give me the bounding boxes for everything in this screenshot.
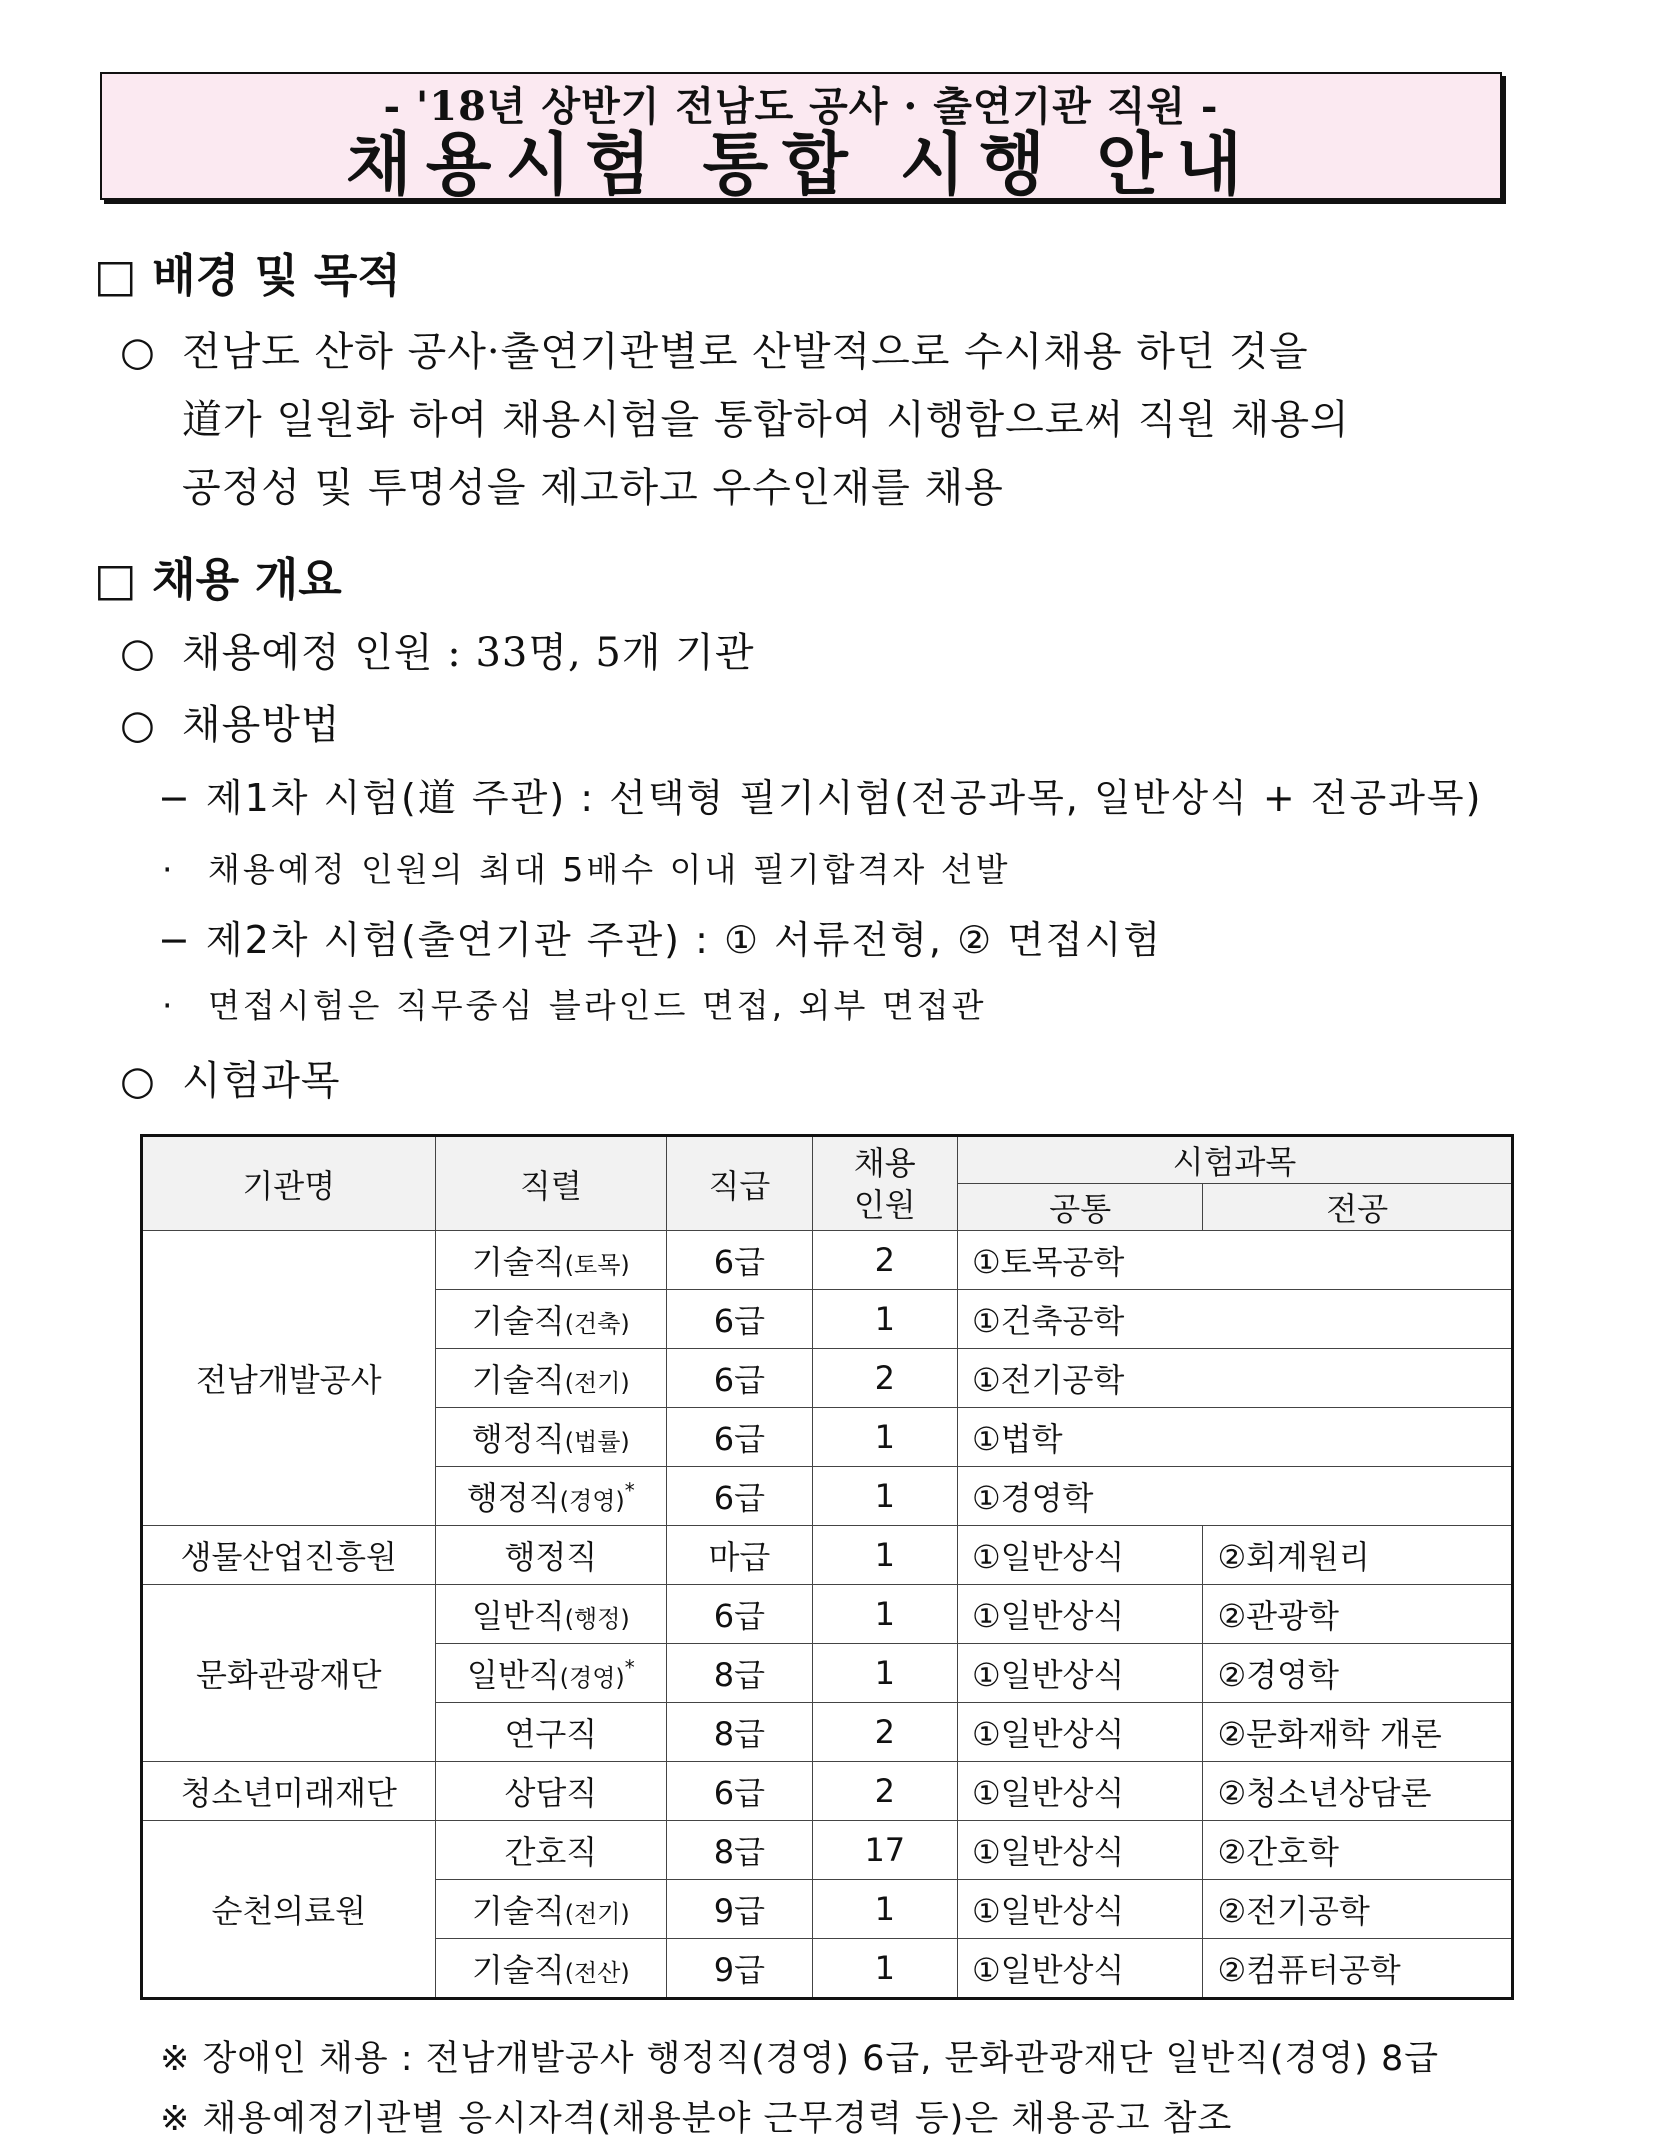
cell-grade: 6급 (667, 1585, 812, 1644)
cell-common: ①일반상식 (957, 1880, 1202, 1939)
cell-series (435, 1939, 667, 1999)
exam-subjects-table (140, 1134, 1514, 2000)
cell-major: ②관광학 (1203, 1585, 1513, 1644)
cell-major: ②경영학 (1203, 1644, 1513, 1703)
cell-major: ②전기공학 (1203, 1880, 1513, 1939)
cell-count: 1 (812, 1585, 957, 1644)
step1-note (162, 846, 1011, 894)
cell-major (1203, 1290, 1513, 1349)
series-name: 간호직 (504, 1833, 598, 1871)
note-eligibility: ※ 채용예정기관별 응시자격(채용분야 근무경력 등)은 채용공고 참조 (160, 2099, 1233, 2139)
title-box (100, 72, 1502, 205)
dot-bullet: · (162, 850, 176, 889)
series-spec: (전기) (564, 1369, 630, 1397)
series-spec: (경영) (559, 1664, 625, 1692)
header-subjects: 시험과목 (957, 1136, 1512, 1184)
cell-grade: 8급 (667, 1703, 812, 1762)
cell-common: ①경영학 (957, 1467, 1202, 1526)
cell-major (1203, 1467, 1513, 1526)
step1-note-text: 채용예정 인원의 최대 5배수 이내 필기합격자 선발 (208, 850, 1011, 889)
header-common: 공통 (957, 1184, 1202, 1231)
series-spec: (행정) (564, 1605, 630, 1633)
circle-bullet: ○ (120, 1058, 156, 1104)
subjects-line (120, 1054, 1520, 1108)
cell-org: 순천의료원 (142, 1821, 436, 1999)
dot-bullet: · (162, 986, 176, 1025)
cell-common: ①전기공학 (957, 1349, 1202, 1408)
series-spec: (경영) (559, 1487, 625, 1515)
cell-grade: 6급 (667, 1467, 812, 1526)
cell-common: ①건축공학 (957, 1290, 1202, 1349)
note-disabled-hiring: ※ 장애인 채용 : 전남개발공사 행정직(경영) 6급, 문화관광재단 일반직(경영) 8급 (160, 2039, 1440, 2079)
cell-count: 2 (812, 1703, 957, 1762)
circle-bullet: ○ (120, 702, 156, 748)
series-star: * (624, 1478, 635, 1503)
cell-org: 문화관광재단 (142, 1585, 436, 1762)
step2-note (162, 982, 987, 1030)
cell-grade: 8급 (667, 1644, 812, 1703)
series-name: 연구직 (504, 1715, 598, 1753)
table-body (142, 1231, 1513, 1999)
cell-count: 1 (812, 1939, 957, 1999)
cell-common: ①법학 (957, 1408, 1202, 1467)
series-name: 행정직 (471, 1420, 565, 1458)
cell-series (435, 1526, 667, 1585)
cell-common: ①일반상식 (957, 1821, 1202, 1880)
cell-grade: 9급 (667, 1880, 812, 1939)
header-org: 기관명 (142, 1136, 436, 1231)
cell-series (435, 1703, 667, 1762)
cell-major: ②간호학 (1203, 1821, 1513, 1880)
method-line (120, 698, 1520, 752)
series-spec: (건축) (564, 1310, 630, 1338)
cell-series (435, 1762, 667, 1821)
cell-series (435, 1585, 667, 1644)
cell-count: 1 (812, 1526, 957, 1585)
series-name: 일반직 (466, 1656, 560, 1694)
background-line-2: 道가 일원화 하여 채용시험을 통합하여 시행함으로써 직원 채용의 (182, 397, 1350, 443)
series-name: 기술직 (471, 1243, 565, 1281)
table-row (142, 1585, 1513, 1644)
method-text: 채용방법 (182, 702, 341, 748)
step2-note-text: 면접시험은 직무중심 블라인드 면접, 외부 면접관 (208, 986, 987, 1025)
cell-count: 1 (812, 1408, 957, 1467)
cell-count: 2 (812, 1349, 957, 1408)
cell-major (1203, 1231, 1513, 1290)
table-row (142, 1526, 1513, 1585)
cell-count: 17 (812, 1821, 957, 1880)
series-spec: (전산) (564, 1959, 630, 1987)
cell-count: 1 (812, 1467, 957, 1526)
table-row (142, 1821, 1513, 1880)
cell-grade: 6급 (667, 1231, 812, 1290)
cell-count: 1 (812, 1644, 957, 1703)
title-main: 채용시험 통합 시행 안내 (346, 126, 1256, 205)
step1-line: − 제1차 시험(道 주관) : 선택형 필기시험(전공과목, 일반상식 + 전공과목) (158, 776, 1483, 820)
cell-major: ②문화재학 개론 (1203, 1703, 1513, 1762)
cell-common: ①일반상식 (957, 1644, 1202, 1703)
cell-series (435, 1644, 667, 1703)
cell-major (1203, 1408, 1513, 1467)
cell-grade: 8급 (667, 1821, 812, 1880)
cell-series (435, 1880, 667, 1939)
cell-count: 2 (812, 1231, 957, 1290)
cell-count: 1 (812, 1290, 957, 1349)
series-spec: (토목) (564, 1251, 630, 1279)
cell-series (435, 1349, 667, 1408)
header-major: 전공 (1203, 1184, 1513, 1231)
series-spec: (전기) (564, 1900, 630, 1928)
series-name: 기술직 (471, 1892, 565, 1930)
cell-org: 청소년미래재단 (142, 1762, 436, 1821)
series-name: 행정직 (504, 1538, 598, 1576)
cell-major: ②청소년상담론 (1203, 1762, 1513, 1821)
header-series: 직렬 (435, 1136, 667, 1231)
cell-major: ②컴퓨터공학 (1203, 1939, 1513, 1999)
cell-org: 생물산업진흥원 (142, 1526, 436, 1585)
cell-grade: 6급 (667, 1408, 812, 1467)
cell-count: 1 (812, 1880, 957, 1939)
step2-line: − 제2차 시험(출연기관 주관) : ① 서류전형, ② 면접시험 (158, 918, 1163, 962)
section-heading-background: □ 배경 및 목적 (94, 249, 401, 302)
headcount-line (120, 626, 1520, 680)
cell-grade: 6급 (667, 1762, 812, 1821)
cell-common: ①일반상식 (957, 1762, 1202, 1821)
circle-bullet: ○ (120, 630, 156, 676)
cell-series (435, 1290, 667, 1349)
series-name: 일반직 (471, 1597, 565, 1635)
cell-org: 전남개발공사 (142, 1231, 436, 1526)
series-spec: (법률) (564, 1428, 630, 1456)
cell-common: ①일반상식 (957, 1703, 1202, 1762)
header-count: 채용 인원 (812, 1136, 957, 1231)
series-name: 상담직 (504, 1774, 598, 1812)
series-name: 기술직 (471, 1361, 565, 1399)
cell-major (1203, 1349, 1513, 1408)
cell-series (435, 1231, 667, 1290)
title-subtitle: - '18년 상반기 전남도 공사 · 출연기관 직원 - (383, 83, 1219, 130)
cell-grade: 마급 (667, 1526, 812, 1585)
series-star: * (624, 1655, 635, 1680)
cell-common: ①일반상식 (957, 1939, 1202, 1999)
series-name: 기술직 (471, 1302, 565, 1340)
cell-major: ②회계원리 (1203, 1526, 1513, 1585)
cell-grade: 9급 (667, 1939, 812, 1999)
header-grade: 직급 (667, 1136, 812, 1231)
headcount-text: 채용예정 인원 : 33명, 5개 기관 (182, 630, 755, 676)
table-row (142, 1231, 1513, 1290)
section-heading-overview: □ 채용 개요 (94, 553, 342, 606)
table-row (142, 1762, 1513, 1821)
circle-bullet: ○ (120, 329, 156, 375)
subjects-text: 시험과목 (182, 1058, 341, 1104)
cell-series (435, 1408, 667, 1467)
cell-common: ①일반상식 (957, 1526, 1202, 1585)
cell-grade: 6급 (667, 1349, 812, 1408)
cell-series (435, 1467, 667, 1526)
cell-grade: 6급 (667, 1290, 812, 1349)
series-name: 기술직 (471, 1951, 565, 1989)
background-line-1: 전남도 산하 공사·출연기관별로 산발적으로 수시채용 하던 것을 (182, 329, 1309, 375)
background-paragraph (120, 325, 1520, 515)
cell-count: 2 (812, 1762, 957, 1821)
cell-common: ①토목공학 (957, 1231, 1202, 1290)
background-line-3: 공정성 및 투명성을 제고하고 우수인재를 채용 (182, 465, 1004, 511)
cell-common: ①일반상식 (957, 1585, 1202, 1644)
series-name: 행정직 (466, 1479, 560, 1517)
cell-series (435, 1821, 667, 1880)
